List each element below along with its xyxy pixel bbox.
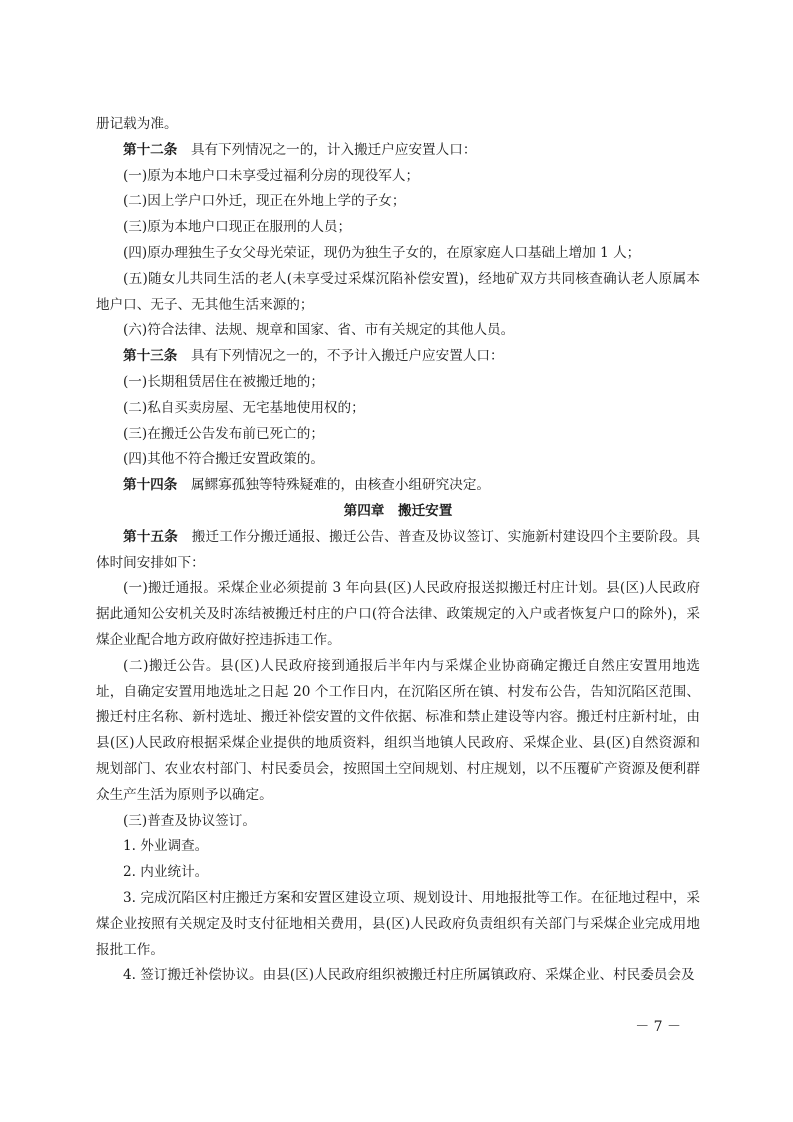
list-item: (五)随女儿共同生活的老人(未享受过采煤沉陷补偿安置)，经地矿双方共同核查确认老人原属本地户口、无子、无其他生活来源的； (96, 270, 700, 313)
article-label: 第十四条 (123, 477, 178, 494)
article-15 (96, 525, 700, 577)
paragraph: (三)普查及协议签订。 (123, 812, 256, 829)
list-item: (二)因上学户口外迁，现正在外地上学的子女； (123, 193, 406, 210)
paragraph: (一)搬迁通报。采煤企业必须提前 3 年向县(区)人民政府报送拟搬迁村庄计划。县(区)人民政府据此通知公安机关及时冻结被搬迁村庄的户口(符合法律、政策规定的入户或者恢复户口的除外)，采煤企业配合地方政府做好控违拆违工作。 (96, 580, 700, 648)
list-item: (四)原办理独生子女父母光荣证，现仍为独生子女的，在原家庭人口基础上增加 1 人； (123, 244, 641, 261)
article-text: 搬迁工作分搬迁通报、搬迁公告、普查及协议签订、实施新村建设四个主要阶段。具体时间安排如下： (96, 528, 700, 571)
paragraph: 3. 完成沉陷区村庄搬迁方案和安置区建设立项、规划设计、用地报批等工作。在征地过程中，采煤企业按照有关规定及时支付征地相关费用，县(区)人民政府负责组织有关部门与采煤企业完成用地报批工作。 (96, 889, 700, 958)
paragraph: (二)搬迁公告。县(区)人民政府接到通报后半年内与采煤企业协商确定搬迁自然庄安置用地选址，自确定安置用地选址之日起 20 个工作日内，在沉陷区所在镇、村发布公告，告知沉陷区范围、搬迁村庄名称、新村选址、搬迁补偿安置的文件依据、标准和禁止建设等内容。搬迁村庄新村址，由县(区)人民政府根据采煤企业提供的地质资料，组织当地镇人民政府、采煤企业、县(区)自然资源和规划部门、农业农村部门、村民委员会，按照国土空间规划、村庄规划，以不压覆矿产资源及便利群众生产生活为原则予以确定。 (96, 657, 700, 803)
paragraph: 册记载为准。 (96, 116, 178, 132)
list-item: (二)私自买卖房屋、无宅基地使用权的； (123, 399, 365, 416)
article-14 (96, 473, 700, 499)
paragraph: 4. 签订搬迁补偿协议。由县(区)人民政府组织被搬迁村庄所属镇政府、采煤企业、村民委员会及 (123, 967, 695, 984)
article-label: 第十三条 (123, 348, 178, 365)
article-text: 属鳏寡孤独等特殊疑难的，由核查小组研究决定。 (177, 477, 491, 494)
article-label: 第十五条 (123, 528, 178, 545)
article-13 (96, 344, 700, 370)
article-label: 第十二条 (123, 141, 178, 158)
document-body (96, 112, 700, 989)
article-12 (96, 138, 700, 164)
list-item: (三)原为本地户口现正在服刑的人员； (123, 219, 352, 236)
list-item: (四)其他不符合搬迁安置政策的。 (123, 451, 324, 468)
list-item: (一)长期租赁居住在被搬迁地的； (123, 373, 324, 390)
list-item: 1. 外业调查。 (123, 838, 209, 855)
list-item: (一)原为本地户口未享受过福利分房的现役军人； (123, 167, 420, 184)
article-text: 具有下列情况之一的，不予计入搬迁户应安置人口： (177, 348, 504, 365)
article-text: 具有下列情况之一的，计入搬迁户应安置人口： (177, 141, 477, 158)
list-item: 2. 内业统计。 (123, 864, 209, 881)
page-number: － 7 － (635, 1019, 681, 1035)
list-item: (三)在搬迁公告发布前已死亡的； (123, 425, 324, 442)
list-item: (六)符合法律、法规、规章和国家、省、市有关规定的其他人员。 (123, 322, 515, 339)
chapter-heading: 第四章 搬迁安置 (343, 502, 453, 519)
